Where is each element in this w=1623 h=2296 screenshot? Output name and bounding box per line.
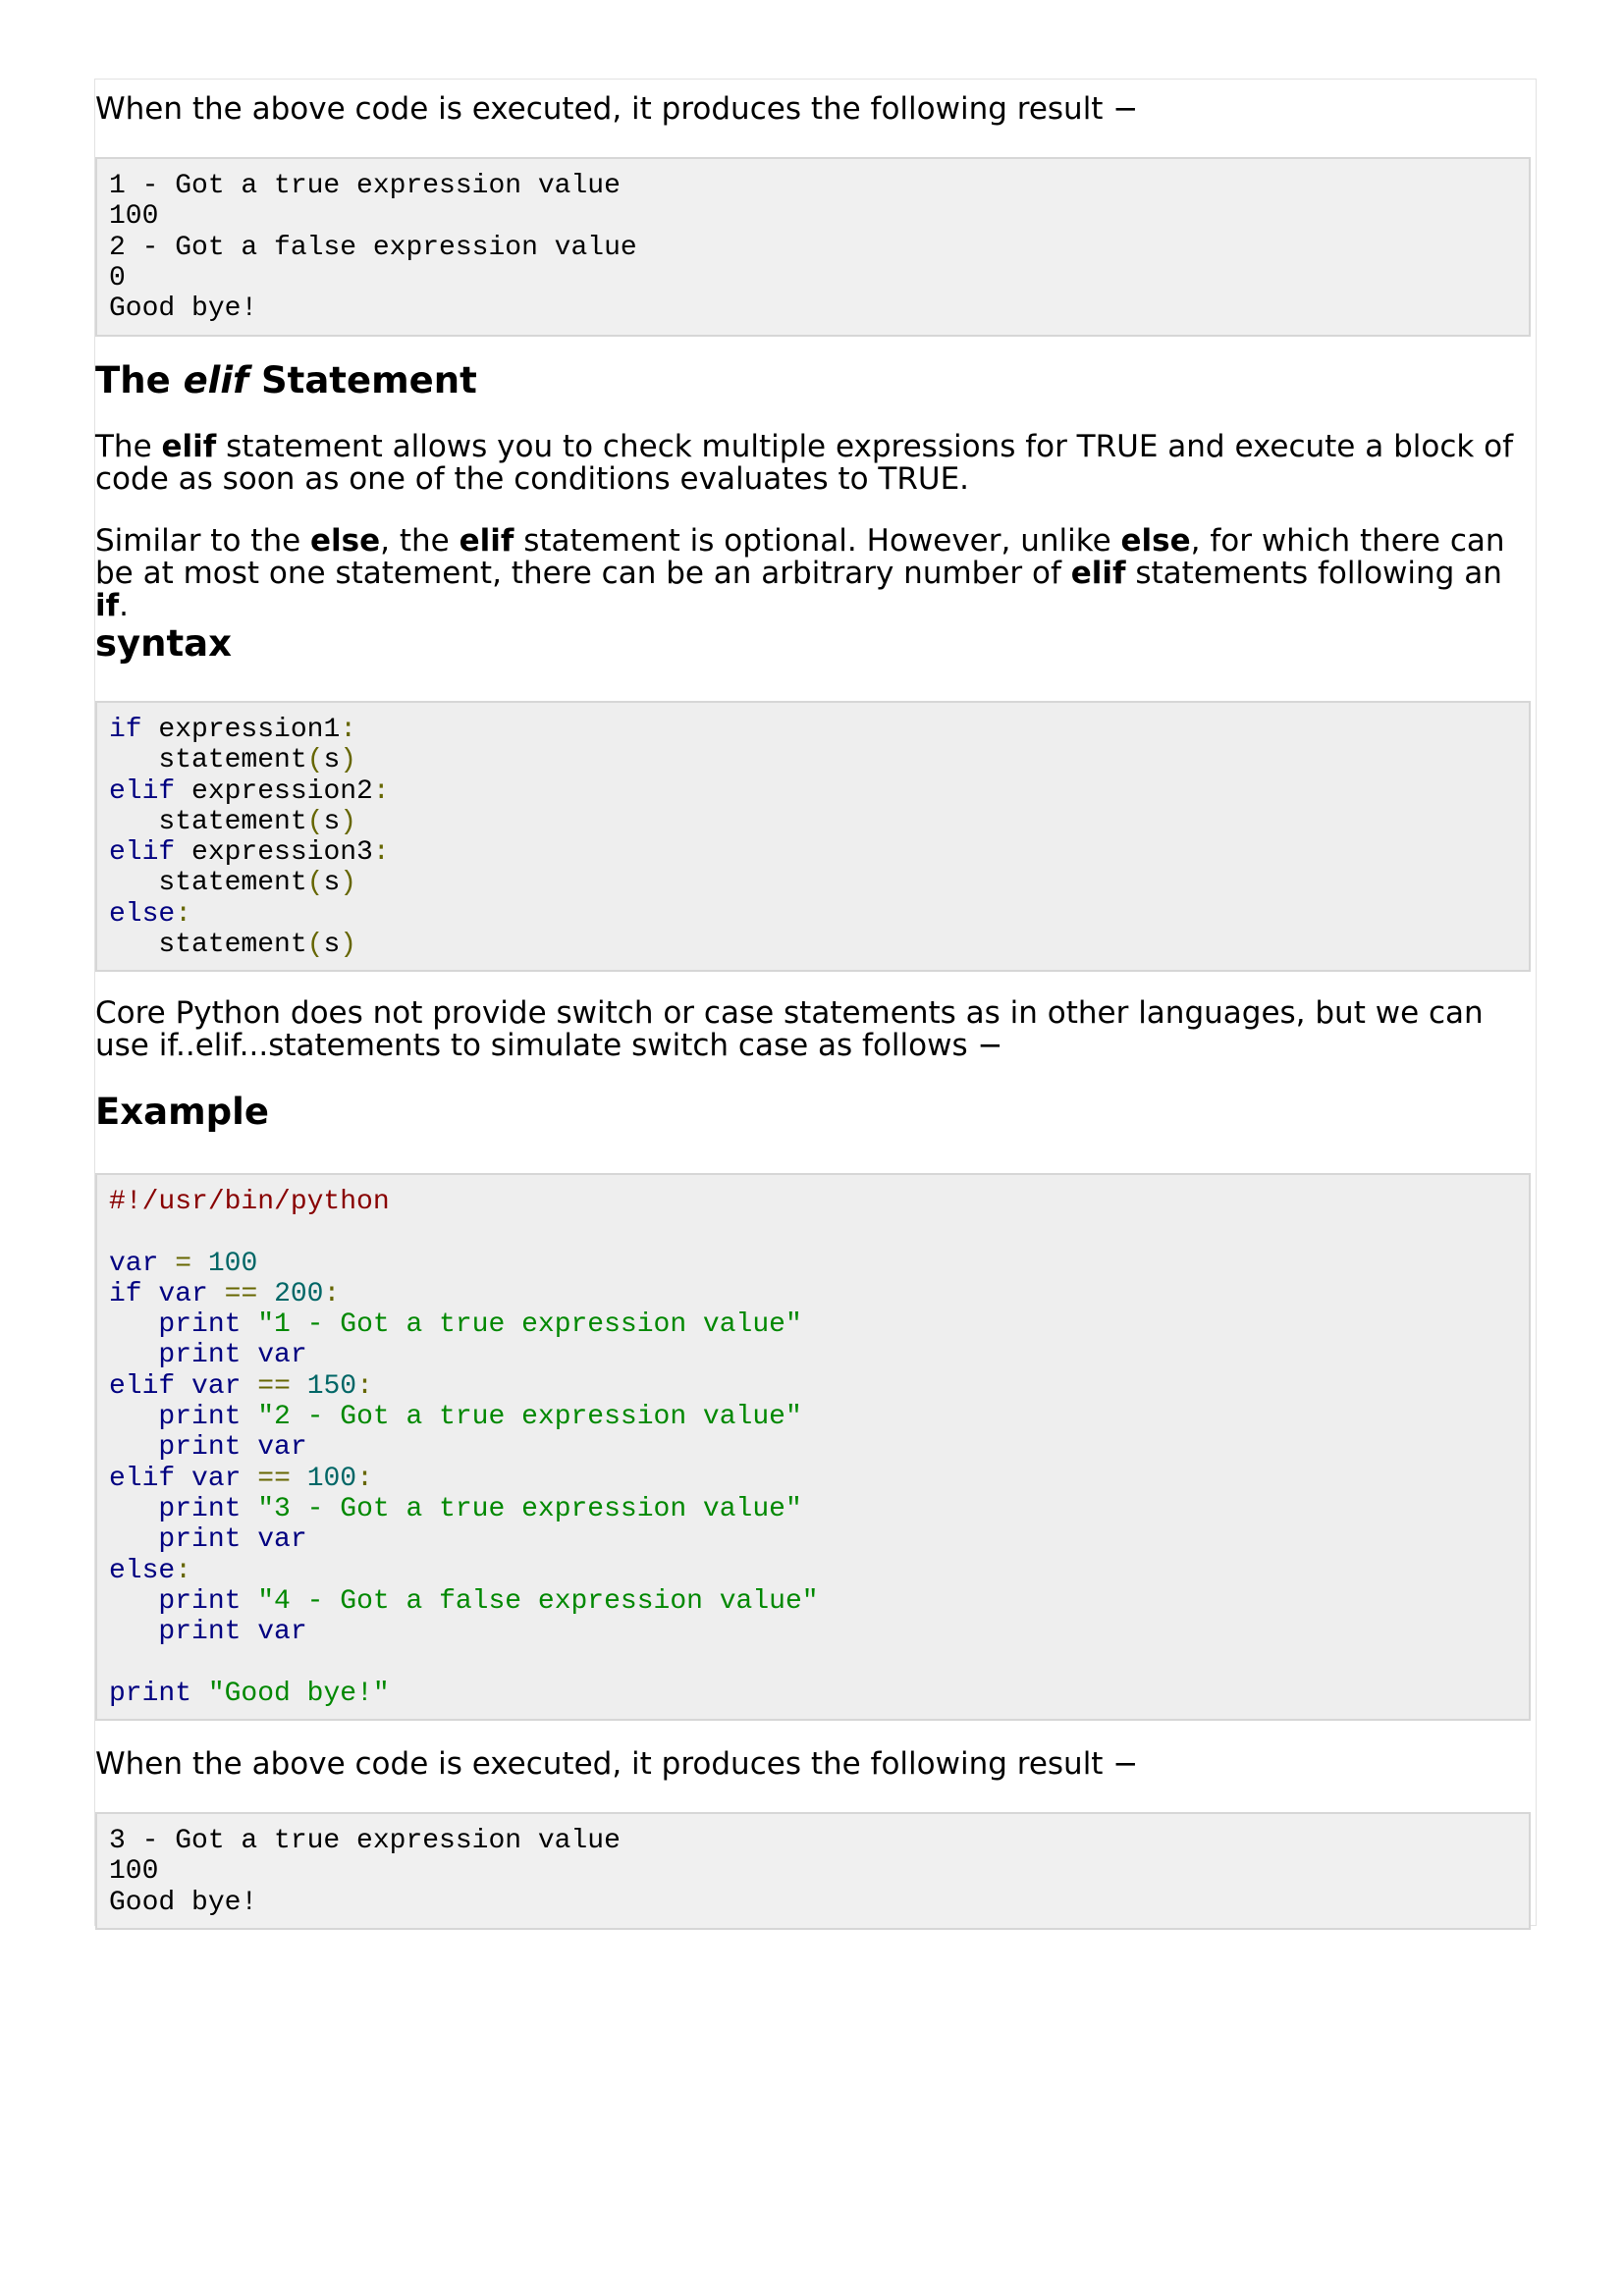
output-block-1 bbox=[95, 157, 1531, 337]
code-line: print "3 - Got a true expression value" bbox=[158, 1493, 802, 1524]
code-line-blank bbox=[109, 1647, 1529, 1678]
code-line: print var bbox=[158, 1432, 307, 1464]
output-line: Good bye! bbox=[109, 1887, 258, 1918]
output-line: 100 bbox=[109, 201, 159, 233]
output-line: 100 bbox=[109, 1856, 159, 1888]
syntax-heading: syntax bbox=[95, 622, 233, 665]
output-line: 2 - Got a false expression value bbox=[109, 232, 637, 263]
output-line: 0 bbox=[109, 262, 126, 294]
code-line-blank bbox=[109, 1217, 1529, 1248]
code-line: print var bbox=[158, 1524, 307, 1556]
example-heading: Example bbox=[95, 1091, 269, 1133]
code-line: else: bbox=[109, 898, 192, 930]
code-line: statement(s) bbox=[158, 806, 357, 837]
code-line: print "2 - Got a true expression value" bbox=[158, 1402, 802, 1433]
heading-keyword: elif bbox=[183, 359, 249, 401]
output-line: 1 - Got a true expression value bbox=[109, 171, 621, 201]
code-line: print "4 - Got a false expression value" bbox=[158, 1585, 819, 1617]
code-line: #!/usr/bin/python bbox=[109, 1187, 390, 1217]
code-line: elif var == 150: bbox=[109, 1370, 373, 1402]
intro-paragraph: When the above code is executed, it produces the following result − bbox=[95, 91, 1139, 127]
code-line: print var bbox=[158, 1617, 307, 1648]
code-line: if expression1: bbox=[109, 715, 357, 745]
heading-prefix: The bbox=[95, 359, 184, 401]
output-line: 3 - Got a true expression value bbox=[109, 1826, 621, 1856]
section-heading bbox=[95, 359, 477, 402]
switch-case-paragraph: Core Python does not provide switch or case statements as in other languages, but we can use if..elif...statements to simulate switch case as follows − bbox=[95, 995, 1484, 1063]
document-page bbox=[94, 79, 1537, 1926]
code-line: statement(s) bbox=[158, 745, 357, 776]
elif-optional-paragraph: Similar to the else, the elif statement is optional. However, unlike else, for which there can be at most one statement, there can be an arbitrary number of elif statements following an if. bbox=[95, 523, 1505, 623]
code-line: var = 100 bbox=[109, 1248, 258, 1279]
code-line: if var == 200: bbox=[109, 1278, 341, 1309]
code-line: elif expression3: bbox=[109, 837, 390, 869]
elif-description-paragraph: The elif statement allows you to check multiple expressions for TRUE and execute a block of code as soon as one of the conditions evaluates to TRUE. bbox=[95, 429, 1514, 497]
code-line: elif expression2: bbox=[109, 775, 390, 807]
code-line: elif var == 100: bbox=[109, 1463, 373, 1494]
code-line: else: bbox=[109, 1555, 192, 1586]
output-line: Good bye! bbox=[109, 294, 258, 325]
code-line: print var bbox=[158, 1340, 307, 1371]
code-line: print "1 - Got a true expression value" bbox=[158, 1309, 802, 1341]
heading-suffix: Statement bbox=[248, 359, 477, 401]
code-line: statement(s) bbox=[158, 868, 357, 899]
result-paragraph: When the above code is executed, it produces the following result − bbox=[95, 1746, 1139, 1782]
example-code-block bbox=[95, 1173, 1531, 1721]
syntax-code-block bbox=[95, 701, 1531, 972]
code-line: statement(s) bbox=[158, 930, 357, 961]
output-block-2 bbox=[95, 1812, 1531, 1930]
code-line: print "Good bye!" bbox=[109, 1678, 390, 1709]
